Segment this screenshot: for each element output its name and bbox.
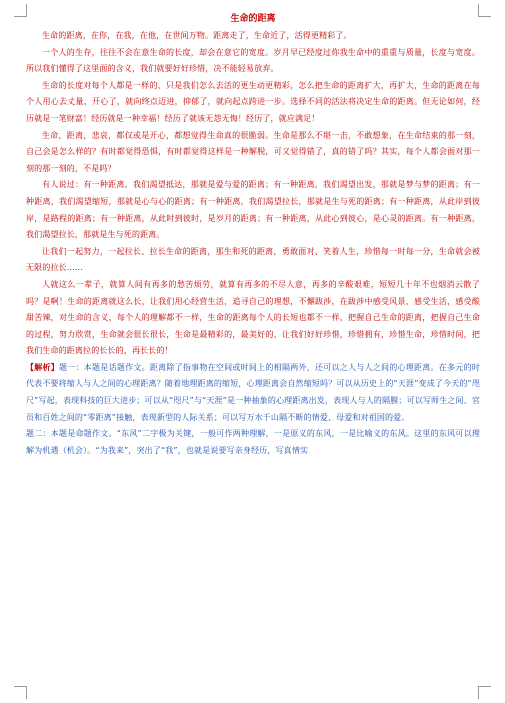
crop-mark-bottom-right xyxy=(478,686,491,699)
essay-paragraph: 生命的长度对每个人都是一样的，只是我们怎么去活的更生动更精彩，怎么把生命的距离扩大，再扩大，生命的距离在每个人用心去丈量，开心了，就向终点迈进，抑郁了，就向起点跨进一步。选择不同的活法将决定生命的距离。但无论如何，经历就是一笔财富！经历就是一种幸福！经历了就该无怨无悔！经历了，就应满足！ xyxy=(26,80,480,123)
essay-paragraph: 让我们一起努力，一起拉长、拉长生命的距离，那生和死的距离，勇敢面对、笑着人生，珍惜每一时每一分，生命就会被无限的拉长…… xyxy=(26,246,480,273)
crop-mark-bottom-left xyxy=(14,686,27,699)
essay-paragraph: 有人说过：有一种距离，我们渴望抵达，那就是爱与爱的距离；有一种距离，我们渴望出发，那就是梦与梦的距离；有一种距离，我们渴望缩短，那就是心与心的距离；有一种距离，我们渴望拉长，那就是生与死的距离；有一种距离，从此岸到彼岸，是路程的距离；有一种距离，从此时到彼时，是岁月的距离；有一种距离，从此心到彼心，是心灵的距离。有一种距离，我们渴望拉长，那就是生与死的距离。 xyxy=(26,180,480,240)
essay-paragraph: 生命的距离，在你，在我，在他，在世间万物。距离走了，生命近了，活得更精彩了。 xyxy=(42,31,352,40)
essay-paragraph: 生命，距离，悲哀，都仅或是开心，都想觉得生命真的很脆弱。生命是那么不堪一击，不敢想象，在生命结束的那一刻，自己会是怎么样的？有时都觉得恐惧，有时都觉得这样是一种解脱，可又觉得错了，真的错了吗？其实，每个人都会面对那一刻的那一刻的，不是吗？ xyxy=(26,130,480,173)
essay-title: 生命的距离 xyxy=(230,14,276,24)
essay-paragraph: 人就这么一辈子，就算人间有再多的愁苦烦劳，就算有再多的不尽人意，再多的辛酸艰难，短短几十年不也烟消云散了吗？是啊！生命的距离就这么长，让我们用心经营生活，追寻自己的理想，不懈跋涉，在跋涉中感受风景，感受生活，感受酸甜苦辣，对生命的含义，每个人的理解都不一样，生命的距离每个人的长短也都不一样，把握自己生命的距离，把握自己生命的过程，努力欣赏，生命就会很长很长，生命是最精彩的，最美好的，让我们好好珍惜，珍惜拥有，珍惜生命，珍惜时间，把我们生命的距离拉的长长的，再长长的！ xyxy=(26,279,480,356)
analysis-text-2: 题二：本题是命题作文。“东风”二字极为关键，一般可作两种理解，一是原义的东风，一是比喻义的东风。这里的东风可以理解为机遇（机会）。“为我来”，突出了“我”，也就是说要写亲身经历，写真情实 xyxy=(26,429,480,455)
analysis-paragraph-2 xyxy=(26,426,480,459)
analysis-paragraph xyxy=(26,360,480,426)
analysis-tag: 【解析】 xyxy=(26,362,60,372)
analysis-text-1: 题一：本题是话题作文。距离除了指事物在空间或时间上的相隔两外，还可以之人与人之间的心理距离。在多元的时代表不要将缩人与人之间的心理距离？随着地理距离的缩短，心理距离会自然缩短吗？可以从历史上的“天涯”变成了今天的“咫尺”写起，表现科技的巨大进步；可以从“咫尺”与“天涯”是一种抽象的心理距离出发，表现人与人的隔膜；可以写师生之间、官员和百姓之间的“零距离”接触，表现新型的人际关系；可以写万水千山隔不断的情爱、母爱和对祖国的爱。 xyxy=(26,362,480,422)
essay-paragraph: 一个人的生存，往往不会在意生命的长度，却会在意它的宽度。岁月早已经度过你我生命中的重重与质量，长度与宽度。所以我们懂得了这里面的含义，我们就要好好珍惜，决不能轻易放弃。 xyxy=(26,47,480,74)
document-body xyxy=(26,13,480,459)
